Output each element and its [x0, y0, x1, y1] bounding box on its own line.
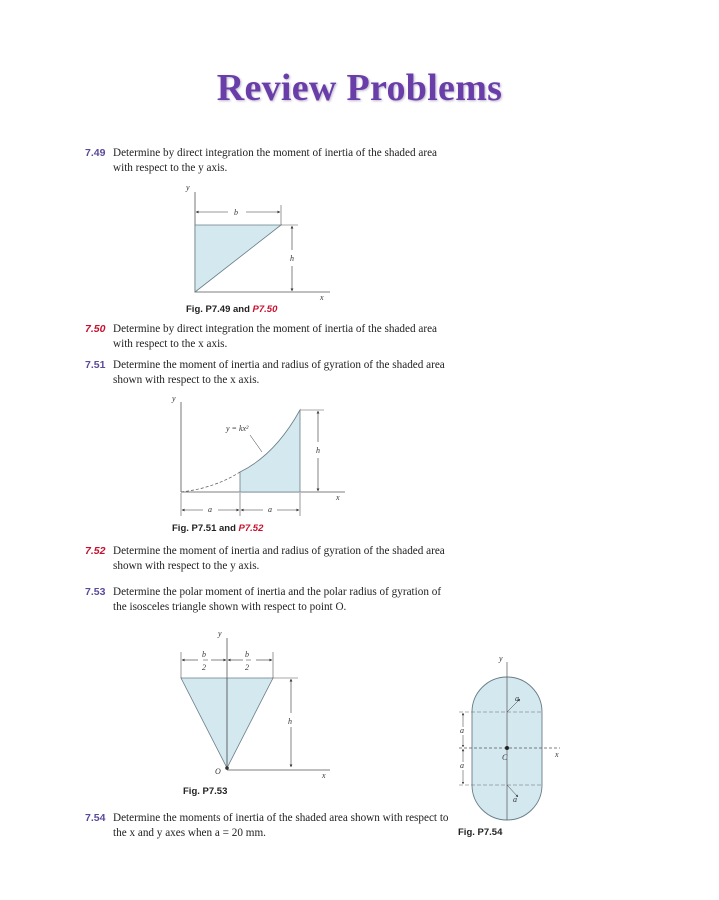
problem-number: 7.49 [85, 147, 106, 159]
x-label: x [336, 493, 340, 502]
y-label: y [499, 654, 503, 663]
problem-7-54 [85, 811, 455, 840]
caption-fig-p7-51: Fig. P7.51 and P7.52 [172, 523, 264, 534]
page-title: Review Problems [216, 67, 503, 109]
y-label: y [172, 394, 176, 403]
a-label-left-upper: a [460, 726, 464, 735]
a-label-left: a [208, 505, 212, 514]
y-label: y [218, 629, 222, 638]
problem-text: Determine the polar moment of inertia and the polar radius of gyration of the isosceles triangle shown with respect to point O. [113, 586, 442, 613]
problem-text: Determine the moments of inertia of the shaded area shown with respect to the x and y axes when a = 20 mm. [113, 812, 449, 839]
x-label: x [555, 750, 559, 759]
caption-fig-p7-49: Fig. P7.49 and P7.50 [186, 304, 278, 315]
problem-number: 7.53 [85, 586, 106, 598]
x-label: x [320, 293, 324, 302]
a-label-left-lower: a [460, 761, 464, 770]
two-label-right: 2 [245, 663, 249, 672]
b-label-right: b [245, 650, 249, 659]
problem-text: Determine the moment of inertia and radius of gyration of the shaded area shown with respect to the x axis. [113, 359, 445, 386]
problem-number: 7.52 [85, 545, 106, 557]
a-label-top: a [515, 694, 519, 703]
problem-text: Determine by direct integration the moment of inertia of the shaded area with respect to the y axis. [113, 147, 438, 174]
h-label: h [316, 446, 320, 455]
h-label: h [288, 717, 292, 726]
c-label: C [502, 753, 508, 762]
problem-number: 7.50 [85, 323, 106, 335]
problem-number: 7.54 [85, 812, 106, 824]
problem-text: Determine the moment of inertia and radius of gyration of the shaded area shown with respect to the y axis. [113, 545, 445, 572]
h-label: h [290, 254, 294, 263]
o-label: O [215, 767, 221, 776]
a-label-right: a [268, 505, 272, 514]
a-label-bottom: a [513, 795, 517, 804]
b-label: b [234, 208, 238, 217]
centroid-c [505, 746, 509, 750]
two-label-left: 2 [202, 663, 206, 672]
b-label-left: b [202, 650, 206, 659]
caption-fig-p7-54: Fig. P7.54 [458, 827, 503, 838]
caption-fig-p7-53: Fig. P7.53 [183, 786, 228, 797]
x-label: x [322, 771, 326, 780]
problem-number: 7.51 [85, 359, 106, 371]
problem-text: Determine by direct integration the moment of inertia of the shaded area with respect to the x axis. [113, 323, 438, 350]
y-label: y [186, 183, 190, 192]
equation-label: y = kx² [226, 424, 249, 433]
